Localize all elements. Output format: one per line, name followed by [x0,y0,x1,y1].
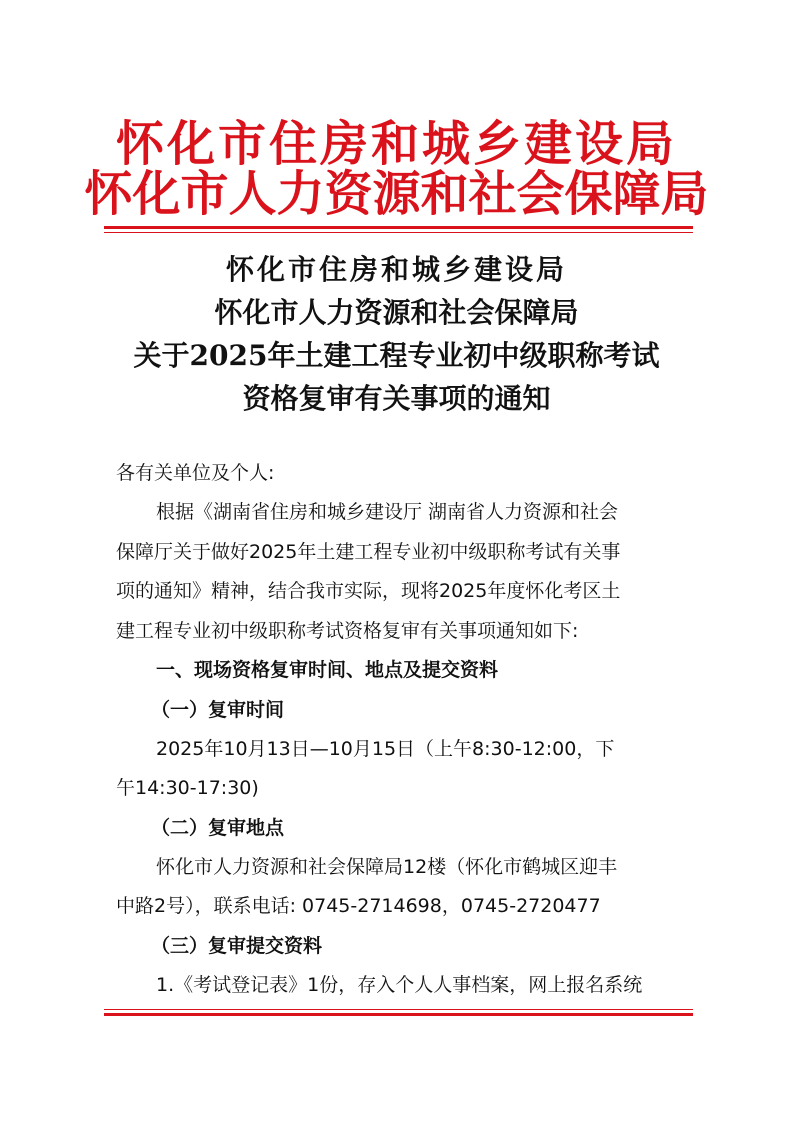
intro-line-4: 建工程专业初中级职称考试资格复审有关事项通知如下: [116,620,579,642]
letterhead-rule-thick [104,226,693,229]
intro-line-1: 根据《湖南省住房和城乡建设厅 湖南省人力资源和社会 [156,501,619,523]
location-line-2: 中路2号），联系电话: 0745-2714698，0745-2720477 [116,895,601,917]
title-line-2: 怀化市人力资源和社会保障局 [214,296,579,329]
footer-rule-thick [104,1013,693,1016]
letterhead-line-2: 怀化市人力资源和社会保障局 [84,166,709,222]
title-line-1: 怀化市住房和城乡建设局 [225,253,567,286]
time-line-2: 午14:30-17:30) [116,777,259,799]
title-line-4: 资格复审有关事项的通知 [242,382,551,415]
location-line-1: 怀化市人力资源和社会保障局12楼（怀化市鹤城区迎丰 [156,856,618,878]
section-1-heading: 一、现场资格复审时间、地点及提交资料 [156,659,499,681]
letterhead-rule-thin [104,232,693,233]
intro-line-3: 项的通知》精神，结合我市实际，现将2025年度怀化考区土 [116,580,621,602]
subsection-time-heading: （一）复审时间 [151,699,285,721]
intro-line-2: 保障厅关于做好2025年土建工程专业初中级职称考试有关事 [116,541,621,563]
title-line-3: 关于2025年土建工程专业初中级职称考试 [133,339,660,372]
salutation: 各有关单位及个人: [116,462,275,484]
time-line-1: 2025年10月13日—10月15日（上午8:30-12:00，下 [156,738,615,760]
subsection-location-heading: （二）复审地点 [151,817,285,839]
footer-rule-thin [104,1009,693,1010]
subsection-materials-heading: （三）复审提交资料 [151,935,323,957]
materials-line-1: 1.《考试登记表》1份，存入个人人事档案，网上报名系统 [156,974,643,996]
letterhead-line-1: 怀化市住房和城乡建设局 [115,116,677,172]
